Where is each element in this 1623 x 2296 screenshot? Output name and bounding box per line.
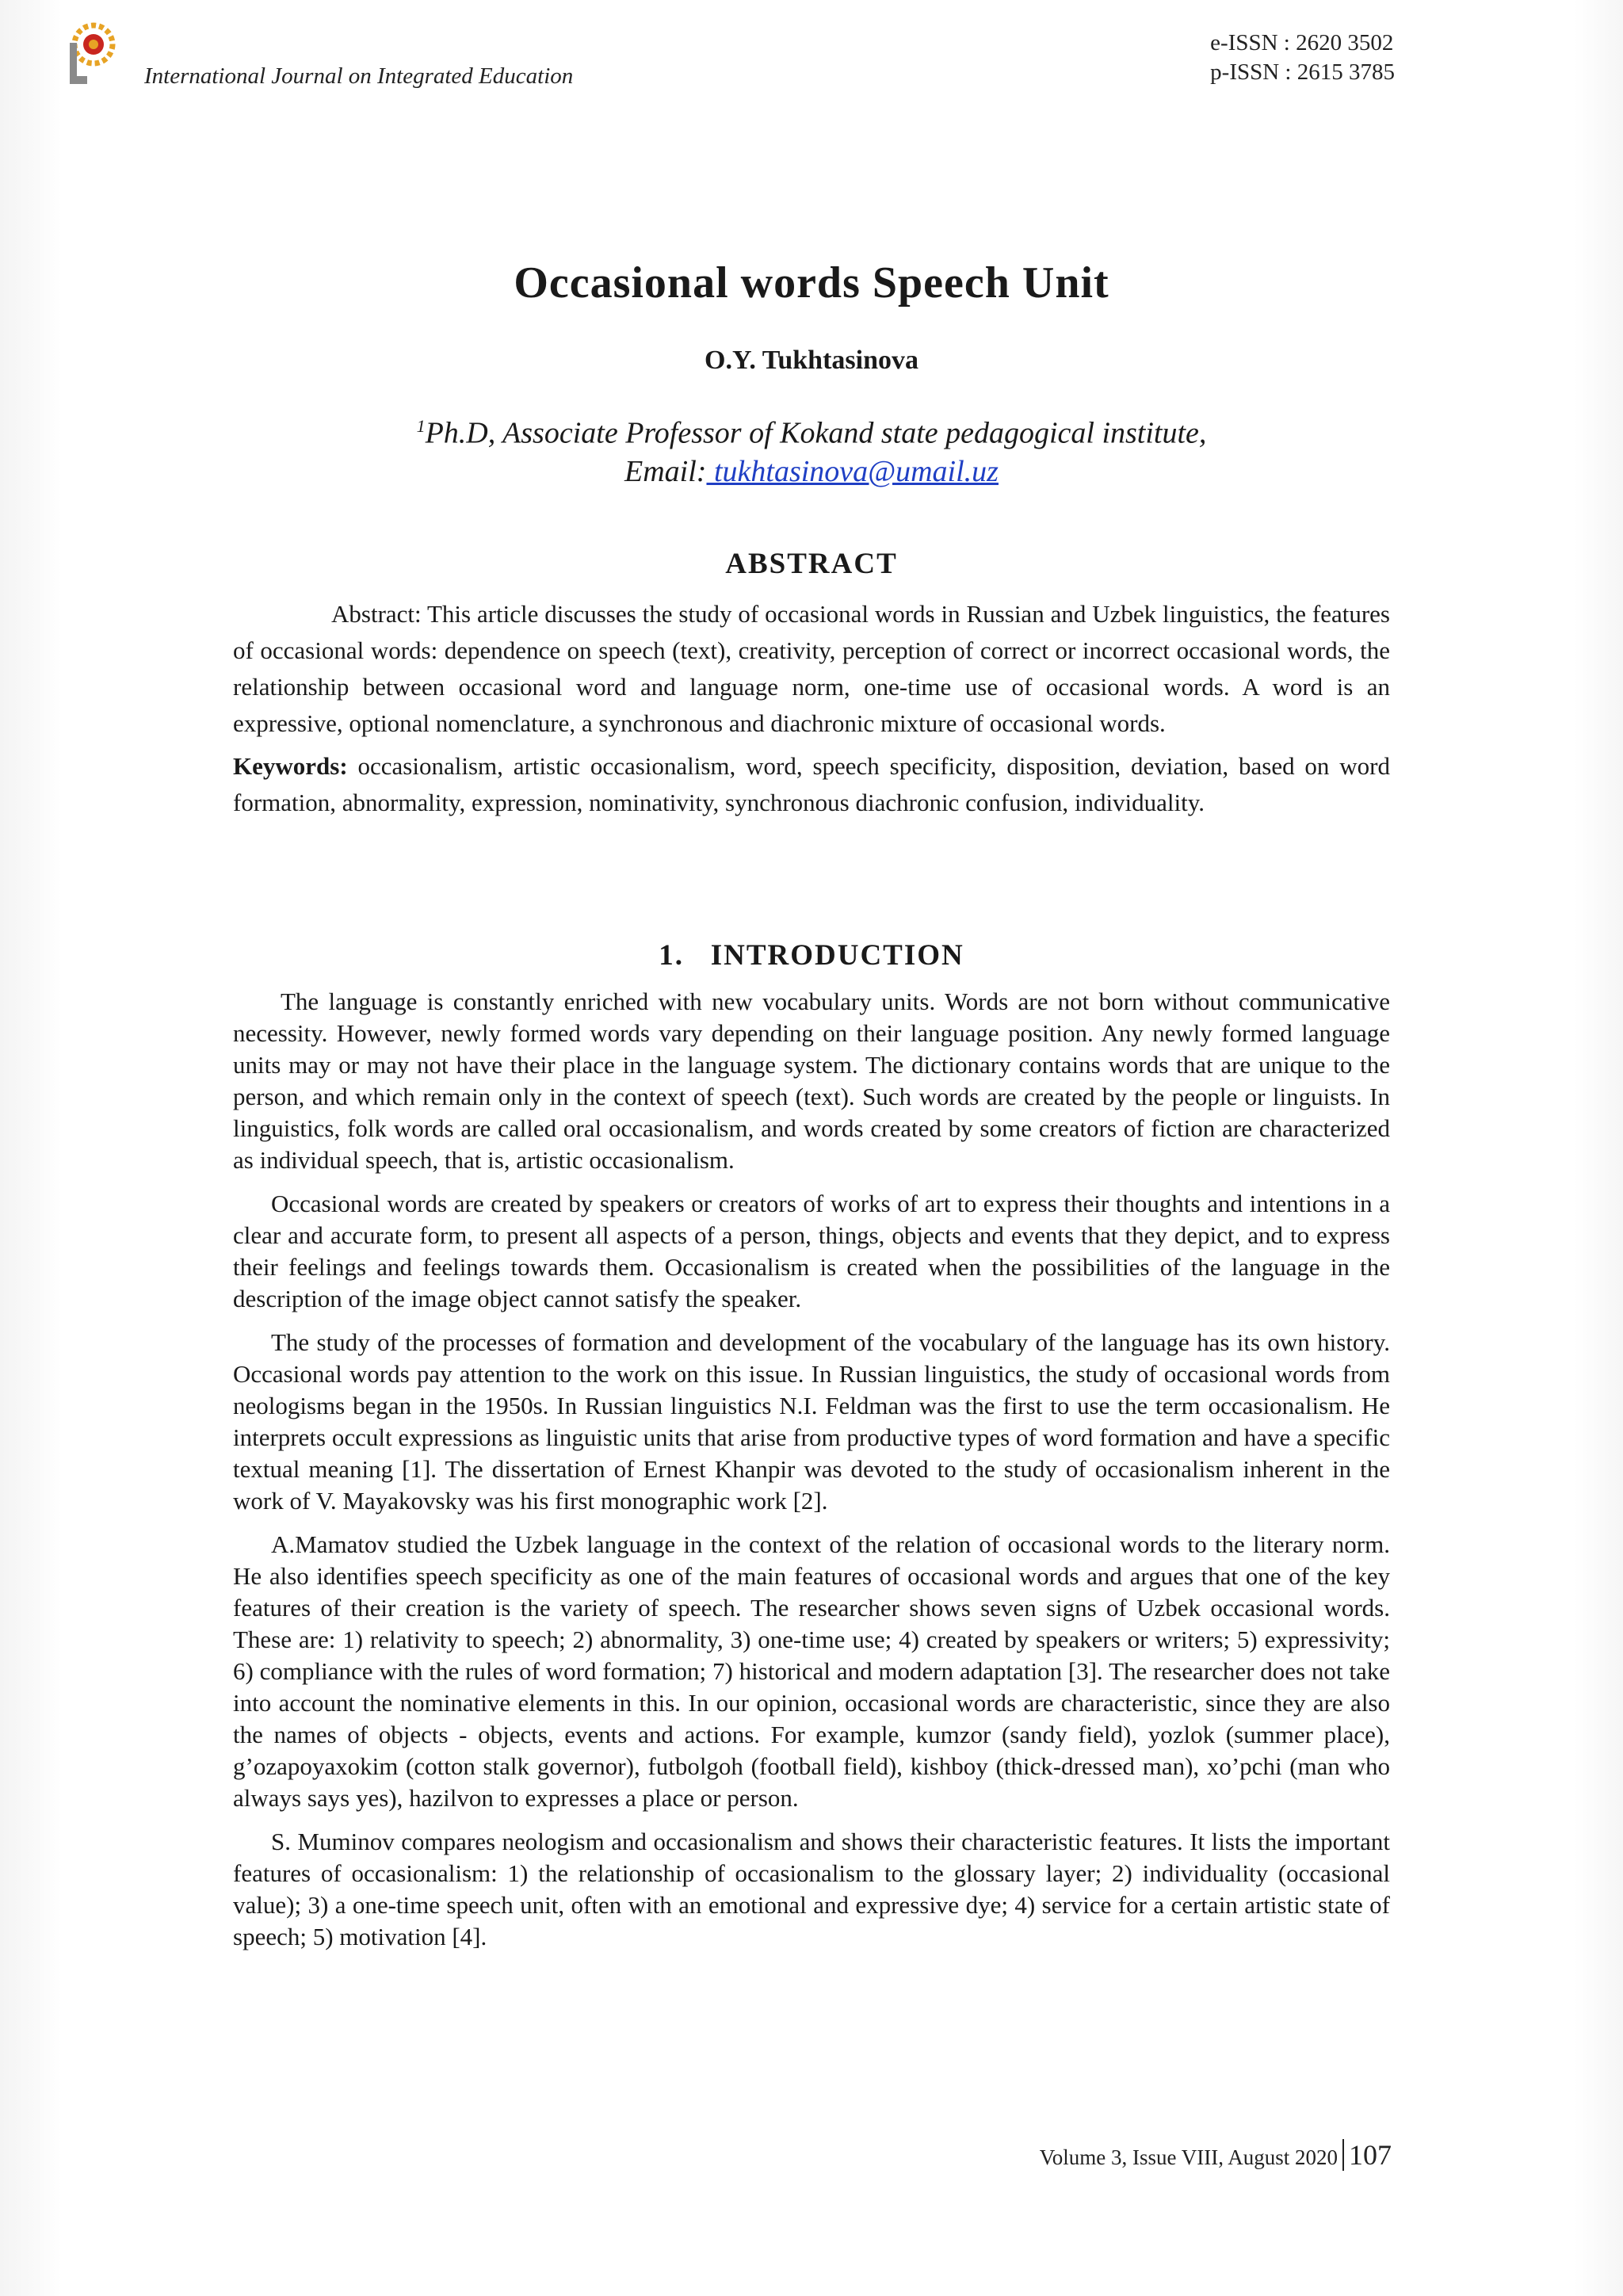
keywords-label: Keywords: (233, 752, 348, 780)
intro-paragraph: The study of the processes of formation and development of the vocabulary of the language has its own history. Occasional words pay attention to the work on this issue. In Russian linguistics, the study of occasional words from neologisms began in the 1950s. In Russian linguistics N.I. Feldman was the first to use the term occasionalism. He interprets occult expressions as linguistic units that arise from productive types of word formation and have a specific textual meaning [1]. The dissertation of Ernest Khanpir was devoted to the study of occasionalism inherent in the work of V. Mayakovsky was his first monographic work [2]. (233, 1328, 1390, 1515)
eissn: e-ISSN : 2620 3502 (1210, 30, 1394, 55)
volume-issue: Volume 3, Issue VIII, August 2020 (1039, 2145, 1338, 2169)
abstract-section (233, 596, 1390, 821)
page-header (67, 21, 1395, 92)
intro-paragraph: The language is constantly enriched with new vocabulary units. Words are not born without communicative necessity. However, newly formed words vary depending on their language position. Any newly formed language units may or may not have their place in the language system. The dictionary contains words that are unique to the person, and which remain only in the context of speech (text). Such words are created by the people or linguists. In linguistics, folk words are called oral occasionalism, and words created by some creators of fiction are characterized as individual speech, that is, artistic occasionalism. (233, 988, 1390, 1174)
journal-name: International Journal on Integrated Education (144, 63, 574, 89)
article-title: Occasional words Speech Unit (514, 258, 1109, 308)
page-edge-shadow-left (0, 0, 62, 2296)
abstract-heading: ABSTRACT (725, 548, 898, 580)
intro-paragraph: S. Muminov compares neologism and occasionalism and shows their characteristic features. It lists the important features of occasionalism: 1) the relationship of occasionalism to the glossary layer; 2) individuality (occasional value); 3) a one-time speech unit, often with an emotional and expressive dye; 4) service for a certain artistic state of speech; 5) motivation [4]. (233, 1828, 1390, 1950)
page-footer (1030, 2138, 1392, 2172)
email-label: Email: (624, 454, 707, 488)
page-number: 107 (1342, 2139, 1392, 2171)
intro-paragraph: A.Mamatov studied the Uzbek language in the context of the relation of occasional words to the literary norm. He also identifies speech specificity as one of the main features of occasional words and argues that one of the key features of their creation is the variety of speech. The researcher shows seven signs of Uzbek occasional words. These are: 1) relativity to speech; 2) abnormality, 3) one-time use; 4) created by speakers or writers; 5) expressivity; 6) compliance with the rules of word formation; 7) historical and modern adaptation [3]. The researcher does not take into account the nominative elements in this. In our opinion, occasional words are characteristic, since they are also the names of objects - objects, events and actions. For example, kumzor (sandy field), yozlok (summer place), g’ozapoyaxokim (cotton stalk governor), futbolgoh (football field), kishboy (thick-dressed man), xo’pchi (man who always says yes), hazilvon to expresses a place or person. (233, 1530, 1390, 1812)
introduction-section (233, 986, 1390, 1953)
issn-block (1210, 29, 1395, 87)
email-link[interactable]: tukhtasinova@umail.uz (706, 454, 999, 488)
page-edge-shadow-right (1574, 0, 1623, 2296)
author-affiliation (0, 407, 1623, 491)
pissn: p-ISSN : 2615 3785 (1210, 59, 1395, 85)
keywords-text: occasionalism, artistic occasionalism, word, speech specificity, disposition, deviation, based on word formation, abnormality, expression, nominativity, synchronous diachronic confusion, individuality. (233, 752, 1390, 816)
intro-paragraph: Occasional words are created by speakers or creators of works of art to express their thoughts and intentions in a clear and accurate form, to present all aspects of a person, things, objects and events that they depict, and to express their feelings and feelings towards them. Occasionalism is created when the possibilities of the language in the description of the image object cannot satisfy the speaker. (233, 1190, 1390, 1312)
article-author: O.Y. Tukhtasinova (705, 346, 918, 375)
affiliation-superscript: 1 (416, 416, 426, 436)
introduction-heading: 1. INTRODUCTION (659, 939, 964, 972)
keywords-paragraph (233, 748, 1390, 821)
abstract-paragraph: Abstract: This article discusses the study of occasional words in Russian and Uzbek linguistics, the features of occasional words: dependence on speech (text), creativity, perception of correct or incorrect occasional words, the relationship between occasional word and language norm, one-time use of occasional words. A word is an expressive, optional nomenclature, a synchronous and diachronic mixture of occasional words. (233, 600, 1390, 737)
journal-logo-icon (67, 21, 122, 87)
affiliation-text: Ph.D, Associate Professor of Kokand state pedagogical institute, (425, 416, 1207, 450)
